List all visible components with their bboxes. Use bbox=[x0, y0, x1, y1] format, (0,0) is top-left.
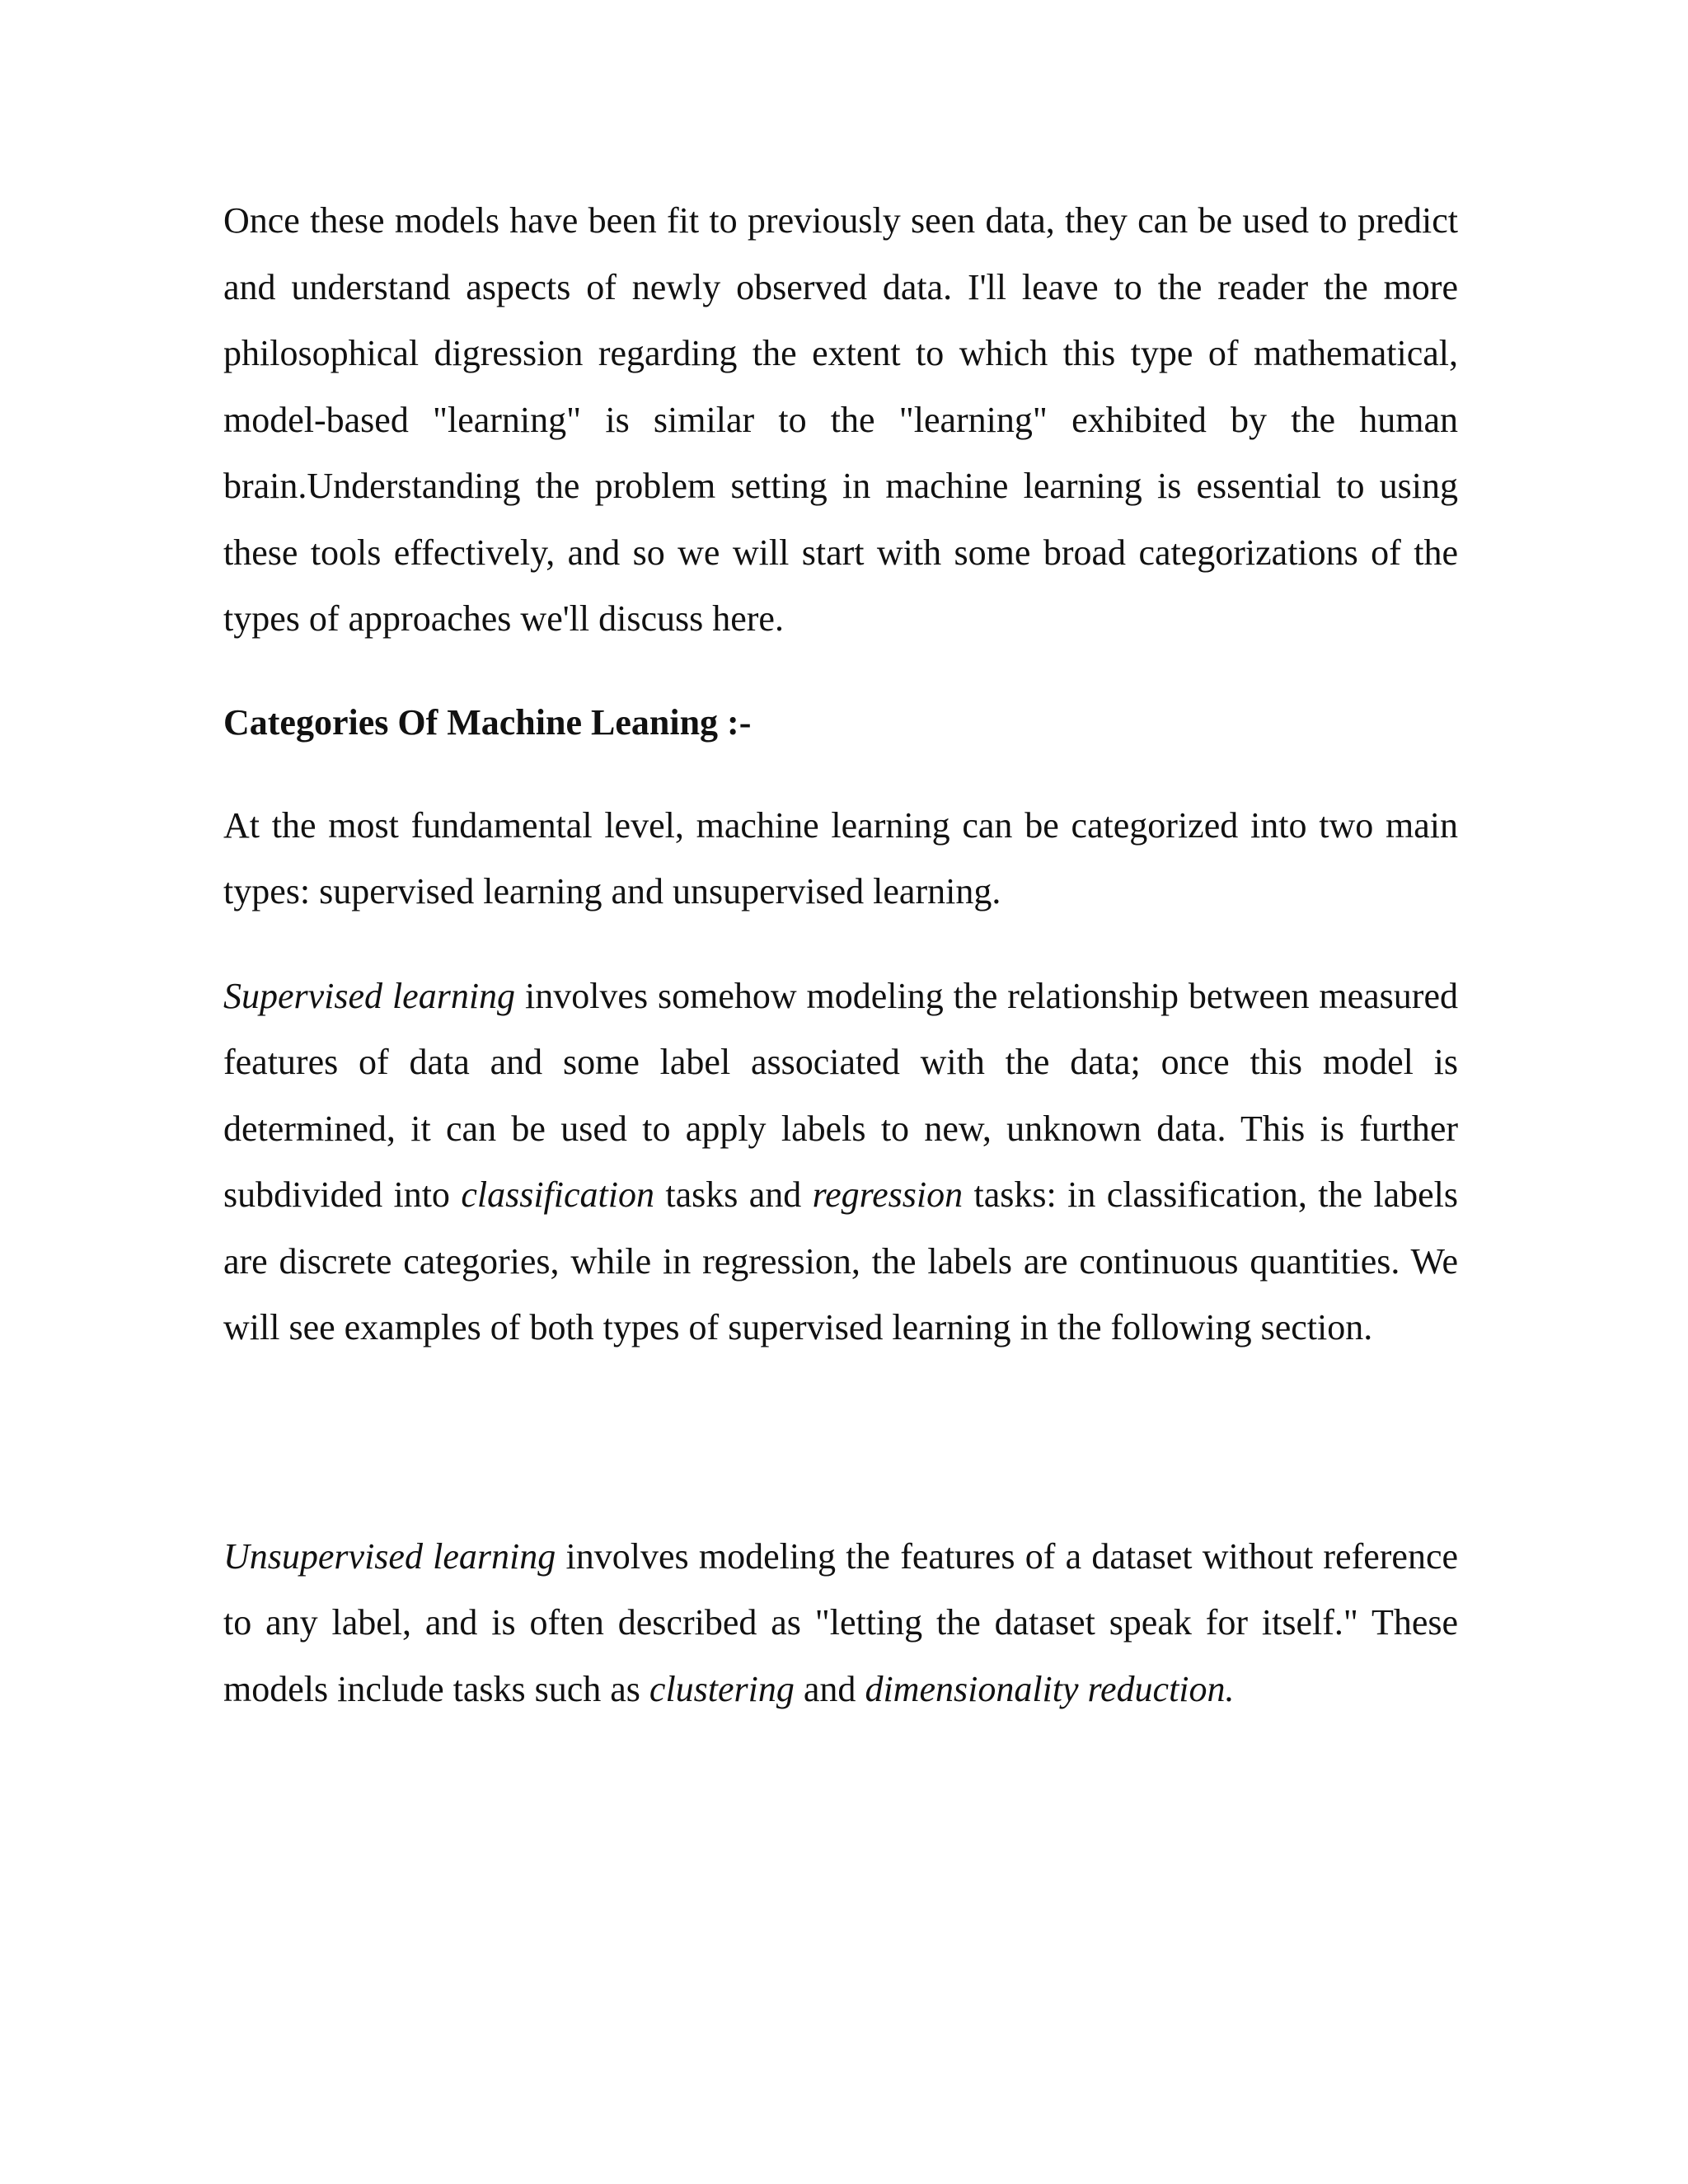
unsupervised-learning-term: Unsupervised learning bbox=[223, 1535, 556, 1577]
unsupervised-learning-paragraph bbox=[223, 1524, 1458, 1723]
supervised-learning-paragraph bbox=[223, 963, 1458, 1361]
clustering-term: clustering bbox=[649, 1668, 795, 1709]
unsupervised-text-a: involves modeling the features of a dataset without reference to any label, and is often described as "letting the dataset speak for itself." These models include tasks such as bbox=[223, 1535, 1459, 1709]
supervised-learning-term: Supervised learning bbox=[223, 975, 516, 1016]
unsupervised-text-b: and bbox=[794, 1668, 865, 1709]
regression-term: regression bbox=[812, 1174, 964, 1215]
supervised-text-c: tasks: in classification, the labels are discrete categories, while in regression, the labels are continuous quantities. We will see examples of both types of supervised learning in the following section. bbox=[223, 1174, 1458, 1347]
categories-paragraph: At the most fundamental level, machine learning can be categorized into two main types: supervised learning and unsupervised learning. bbox=[223, 804, 1458, 912]
supervised-text-a: involves somehow modeling the relationship between measured features of data and some label associated with the data; once this model is determined, it can be used to apply labels to new, unknown data. This is further subdivided into bbox=[223, 975, 1458, 1215]
intro-paragraph: Once these models have been fit to previously seen data, they can be used to predict and understand aspects of newly observed data. I'll leave to the reader the more philosophical digression regarding the extent to which this type of mathematical, model-based "learning" is similar to the "learning" exhibited by the human brain.Understanding the problem setting in machine learning is essential to using these tools effectively, and so we will start with some broad categorizations of the types of approaches we'll discuss here. bbox=[223, 200, 1458, 639]
document-body bbox=[223, 188, 1458, 1722]
classification-term: classification bbox=[461, 1174, 654, 1215]
dimensionality-reduction-term: dimensionality reduction. bbox=[865, 1668, 1235, 1709]
supervised-text-b: tasks and bbox=[654, 1174, 813, 1215]
section-heading: Categories Of Machine Leaning :- bbox=[223, 701, 752, 743]
